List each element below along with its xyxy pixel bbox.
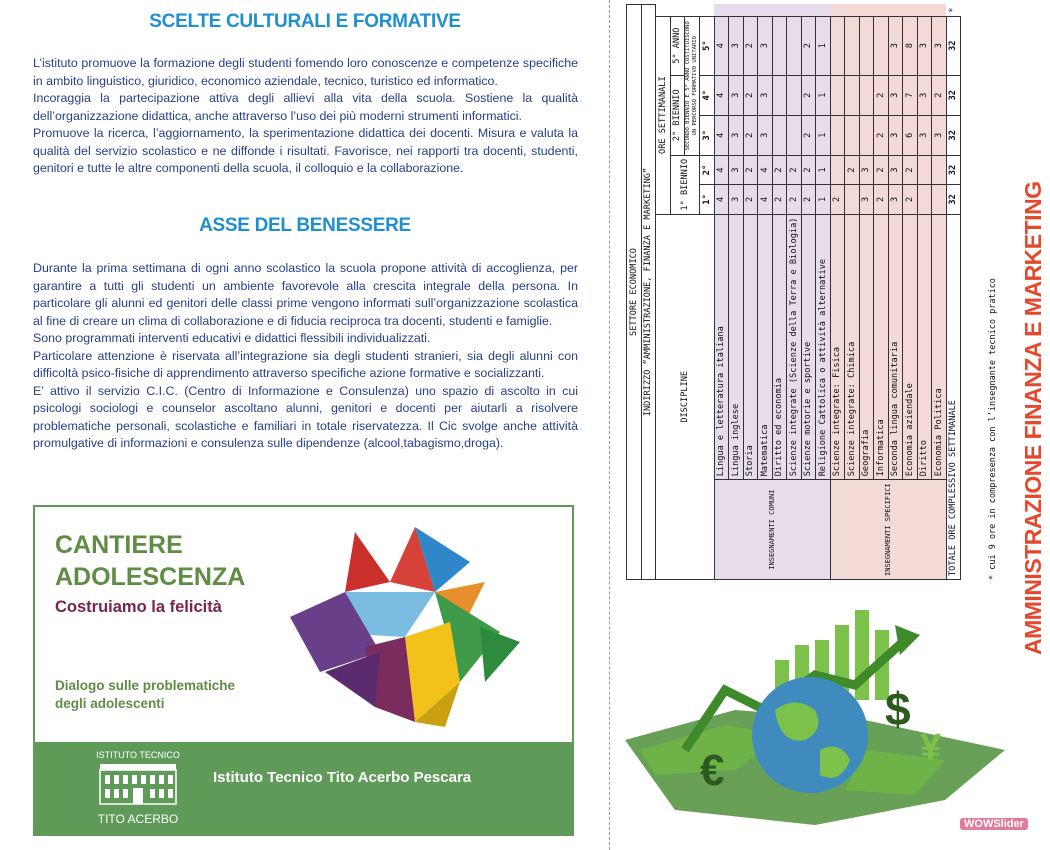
discipline-name: Informatica xyxy=(874,214,889,480)
spacer-cell xyxy=(758,5,773,17)
hours-cell: 2 xyxy=(743,155,758,184)
hours-table xyxy=(626,4,961,580)
hours-cell: 4 xyxy=(714,75,729,115)
hours-cell: 2 xyxy=(801,185,816,214)
comuni-group xyxy=(714,5,830,580)
timetable-rotated xyxy=(626,4,996,580)
hours-cell xyxy=(932,155,947,184)
total-label: TOTALE ORE COMPLESSIVO SETTIMANALE xyxy=(946,214,961,579)
svg-text:¥: ¥ xyxy=(920,727,942,769)
section-title-benessere: ASSE DEL BENESSERE xyxy=(199,215,411,236)
fold-divider xyxy=(609,0,610,850)
ore-header: ORE SETTIMANALI xyxy=(656,16,671,214)
anno5-header: 5° ANNO xyxy=(670,16,685,75)
hours-cell xyxy=(917,185,932,214)
cantiere-description xyxy=(55,677,235,713)
hours-cell: 3 xyxy=(729,75,744,115)
hours-cell: 2 xyxy=(903,185,918,214)
hours-cell: 4 xyxy=(758,155,773,184)
hours-cell: 3 xyxy=(888,185,903,214)
section-benessere-text xyxy=(33,260,578,453)
school-logo xyxy=(90,750,186,828)
year-header: 2° xyxy=(700,155,715,184)
hours-cell xyxy=(845,115,860,155)
hours-cell: 3 xyxy=(859,155,874,184)
hours-cell: 2 xyxy=(772,185,787,214)
hours-cell: 2 xyxy=(743,115,758,155)
spacer-cell xyxy=(888,5,903,17)
discipline-name: Scienze motorie e sportive xyxy=(801,214,816,480)
hours-cell: 2 xyxy=(801,155,816,184)
indirizzo-header: INDIRIZZO “AMMINISTRAZIONE, FINANZA E MARKETING” xyxy=(641,5,656,580)
hours-cell xyxy=(859,115,874,155)
year-header: 4° xyxy=(700,75,715,115)
hours-cell: 3 xyxy=(729,155,744,184)
hours-cell xyxy=(830,115,845,155)
hours-cell xyxy=(874,16,889,75)
cantiere-subtitle: Costruiamo la felicità xyxy=(55,598,222,616)
discipline-name: Scienze integrate (Scienze della Terra e Biologia) xyxy=(787,214,802,480)
hours-cell: 1 xyxy=(816,185,831,214)
hours-cell: 2 xyxy=(787,155,802,184)
hours-cell: 2 xyxy=(932,75,947,115)
logo-bottom-text: TITO ACERBO xyxy=(97,812,179,826)
hours-cell xyxy=(917,155,932,184)
spacer-cell xyxy=(714,5,729,17)
hours-cell: 4 xyxy=(714,155,729,184)
biennio-note: SECONDO BIENNIO E 5° ANNO COSTITUISCONO UN PERCORSO FORMATIVO UNITARIO xyxy=(685,16,700,155)
total-cell: 32 xyxy=(946,75,961,115)
discipline-name: Scienze integrate: Fisica xyxy=(830,214,845,480)
discipline-name: Religione Cattolica o attività alternative xyxy=(816,214,831,480)
hours-cell: 2 xyxy=(874,155,889,184)
year-header: 5° xyxy=(700,16,715,75)
spacer-cell xyxy=(903,5,918,17)
hours-cell: 2 xyxy=(874,115,889,155)
discipline-name: Economia Politica xyxy=(932,214,947,480)
cantiere-footer xyxy=(35,742,572,834)
discipline-name: Economia aziendale xyxy=(903,214,918,480)
spacer-cell xyxy=(859,5,874,17)
settore-header: SETTORE ECONOMICO xyxy=(627,5,642,580)
cantiere-title-line1: CANTIERE xyxy=(55,531,183,559)
hours-cell: 3 xyxy=(917,16,932,75)
hours-cell: 3 xyxy=(758,115,773,155)
hours-cell: 1 xyxy=(816,115,831,155)
hours-cell: 2 xyxy=(874,185,889,214)
spacer-cell xyxy=(656,5,715,17)
paragraph: Incoraggia la partecipazione attiva degli allievi alla vita della scuola. Sostiene la qualità dell’organizzazione didattica, anche attraverso l’uso dei più moderni strumenti informatici. xyxy=(33,91,578,123)
specifici-group xyxy=(830,5,946,580)
hours-cell xyxy=(787,16,802,75)
paragraph: Durante la prima settimana di ogni anno scolastico la scuola propone attività di accoglienza, per garantire a tutti gli studenti un ambiente favorevole alla crescita integrale della persona. In particolare gli alunni ed genitori delle classi prime vengono informati sull’organizzazione scolastica al fine di creare un clima di collaborazione e di fiducia reciproca tra docenti, studenti e famiglie. xyxy=(33,261,578,328)
hours-cell: 1 xyxy=(816,16,831,75)
cantiere-desc-line2: degli adolescenti xyxy=(55,696,165,711)
hours-cell: 2 xyxy=(743,16,758,75)
discipline-name: Diritto xyxy=(917,214,932,480)
total-cell: 32 xyxy=(946,115,961,155)
discipline-name: Scienze integrate: Chimica xyxy=(845,214,860,480)
discipline-name: Geografia xyxy=(859,214,874,480)
total-note: * xyxy=(948,7,959,13)
hours-cell: 1 xyxy=(816,155,831,184)
table-row xyxy=(714,5,729,580)
year-header: 1° xyxy=(700,185,715,214)
paragraph: Promuove la ricerca, l’aggiornamento, la sperimentazione didattica dei docenti. Misura e valuta la qualità del servizio scolastico e ne diffonde i risultati. Favorisce, nei rapporti tra docenti, studenti, genitori e tutte le altre componenti della scuola, il colloquio e la collaborazione. xyxy=(33,126,578,175)
hours-cell: 3 xyxy=(932,115,947,155)
hours-cell: 2 xyxy=(801,16,816,75)
footnote-text: * cui 9 ore in compresenza con l’insegnante tecnico pratico xyxy=(988,278,998,580)
discipline-name: Seconda lingua comunitaria xyxy=(888,214,903,480)
hours-cell xyxy=(830,155,845,184)
hours-cell xyxy=(772,16,787,75)
spacer-cell xyxy=(743,5,758,17)
hours-cell: 2 xyxy=(743,75,758,115)
discipline-name: Matematica xyxy=(758,214,773,480)
discipline-name: Diritto ed economia xyxy=(772,214,787,480)
hours-cell: 2 xyxy=(845,155,860,184)
hours-cell: 2 xyxy=(801,115,816,155)
hours-cell: 3 xyxy=(729,16,744,75)
paragraph: Sono programmati interventi educativi e didattici flessibili individualizzati. xyxy=(33,331,431,345)
hours-cell xyxy=(845,75,860,115)
svg-text:€: € xyxy=(700,746,725,795)
spacer-cell xyxy=(801,5,816,17)
hours-cell: 4 xyxy=(758,185,773,214)
hours-cell xyxy=(787,75,802,115)
spacer-cell xyxy=(845,5,860,17)
hours-cell: 7 xyxy=(903,75,918,115)
finance-globe-image xyxy=(615,600,1015,840)
paragraph: Particolare attenzione è riservata all’integrazione sia degli studenti stranieri, sia degli alunni con difficoltà psico-fisiche di apprendimento attraverso specifiche azione formative e socializzanti. xyxy=(33,348,578,380)
table-row xyxy=(830,5,845,580)
hours-cell: 3 xyxy=(859,185,874,214)
hours-cell: 2 xyxy=(787,185,802,214)
hours-cell: 2 xyxy=(743,185,758,214)
hours-cell xyxy=(845,185,860,214)
hours-cell: 3 xyxy=(932,16,947,75)
spacer-cell xyxy=(729,5,744,17)
building-icon xyxy=(98,762,178,806)
hours-cell: 4 xyxy=(714,115,729,155)
cantiere-desc-line1: Dialogo sulle problematiche xyxy=(55,678,236,693)
discipline-name: Storia xyxy=(743,214,758,480)
spacer-cell xyxy=(830,5,845,17)
hours-cell: 3 xyxy=(917,115,932,155)
biennio1-header: 1° BIENNIO xyxy=(670,155,700,214)
hours-cell: 3 xyxy=(917,75,932,115)
section-title-scelte: SCELTE CULTURALI E FORMATIVE xyxy=(149,11,461,32)
section-scelte-text xyxy=(33,55,578,178)
spacer-cell xyxy=(816,5,831,17)
spacer-cell xyxy=(932,5,947,17)
group-label: INSEGNAMENTI SPECIFICI xyxy=(830,480,946,580)
total-cell: 32 xyxy=(946,155,961,184)
cantiere-title-line2: ADOLESCENZA xyxy=(55,563,246,591)
total-cell: 32 xyxy=(946,16,961,75)
cantiere-adolescenza-box xyxy=(33,505,574,836)
hours-cell: 6 xyxy=(903,115,918,155)
hours-cell: 3 xyxy=(888,115,903,155)
hours-cell: 8 xyxy=(903,16,918,75)
spacer-cell xyxy=(787,5,802,17)
watermark: WOWSlider xyxy=(960,818,1028,830)
hours-cell: 2 xyxy=(874,75,889,115)
biennio2-header: 2° BIENNIO xyxy=(670,75,685,155)
cantiere-title xyxy=(55,529,245,593)
hours-cell xyxy=(787,115,802,155)
hours-cell xyxy=(859,16,874,75)
hours-cell xyxy=(772,115,787,155)
discipline-header: DISCIPLINE xyxy=(656,214,715,579)
hours-cell: 2 xyxy=(903,155,918,184)
hours-cell xyxy=(772,75,787,115)
spacer-cell xyxy=(772,5,787,17)
hours-cell xyxy=(830,16,845,75)
logo-top-text: ISTITUTO TECNICO xyxy=(96,750,180,760)
hours-cell xyxy=(932,185,947,214)
hours-cell: 3 xyxy=(888,155,903,184)
hours-cell: 2 xyxy=(801,75,816,115)
hours-cell: 3 xyxy=(729,185,744,214)
vertical-title-text: AMMINISTRAZIONE FINANZA E MARKETING xyxy=(1020,181,1046,655)
hours-cell: 3 xyxy=(888,75,903,115)
spacer-cell xyxy=(917,5,932,17)
hours-cell: 3 xyxy=(888,16,903,75)
discipline-name: Lingua e letteratura italiana xyxy=(714,214,729,480)
hours-cell: 4 xyxy=(714,185,729,214)
paragraph: E’ attivo il servizio C.I.C. (Centro di Informazione e Consulenza) uno spazio di ascolto in cui psicologi sociologi e counselor ascoltano alunni, genitori e docenti per aiutarli a risolvere problematiche personali, scolastiche e familiari in totale riservatezza. Il Cic svolge anche attività promulgative di informazioni e consulenza sulle dipendenze (alcool,tabagismo,droga). xyxy=(33,383,578,450)
timetable-panel xyxy=(626,4,996,580)
hours-cell xyxy=(845,16,860,75)
group-label: INSEGNAMENTI COMUNI xyxy=(714,480,830,580)
spacer-cell xyxy=(874,5,889,17)
hours-cell xyxy=(830,75,845,115)
hours-cell: 1 xyxy=(816,75,831,115)
school-name: Istituto Tecnico Tito Acerbo Pescara xyxy=(213,769,472,786)
svg-text:$: $ xyxy=(885,683,911,735)
hours-cell: 2 xyxy=(830,185,845,214)
paragraph: L’istituto promuove la formazione degli studenti fomendo loro conoscenze e competenze specifiche in ambito linguistico, giuridico, economico aziendale, tecnico, turistico ed informatico. xyxy=(33,56,578,88)
hours-cell xyxy=(859,75,874,115)
total-cell: 32 xyxy=(946,185,961,214)
hours-cell: 3 xyxy=(758,75,773,115)
hours-cell: 3 xyxy=(729,115,744,155)
hours-cell: 2 xyxy=(772,155,787,184)
hours-cell: 4 xyxy=(714,16,729,75)
hours-cell: 3 xyxy=(758,16,773,75)
year-header: 3° xyxy=(700,115,715,155)
puzzle-cube-image xyxy=(285,522,525,727)
discipline-name: Lingua inglese xyxy=(729,214,744,480)
